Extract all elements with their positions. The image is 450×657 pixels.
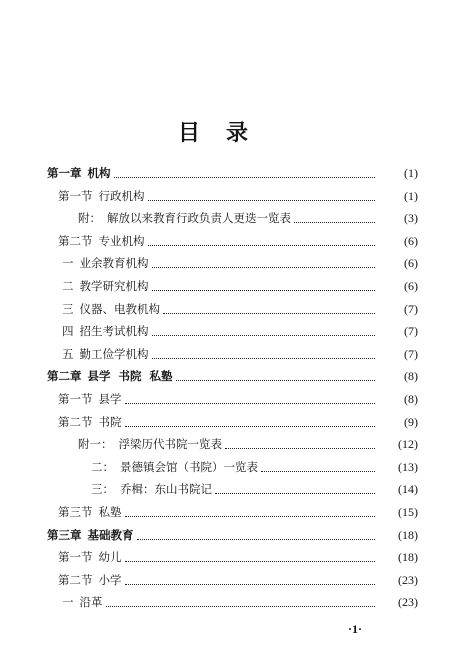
toc-entry-page: (7) — [404, 324, 418, 339]
toc-entry-title: 小学 — [98, 572, 122, 587]
dot-leader — [294, 221, 375, 223]
toc-entry-page: (3) — [404, 211, 418, 226]
toc-entry-page: (7) — [404, 346, 418, 361]
toc-entry-page: (13) — [398, 459, 418, 474]
toc-entry — [47, 163, 418, 183]
toc-entry-title: 幼儿 — [98, 550, 122, 565]
toc-entry-title: 沿革 — [79, 595, 103, 610]
toc-entry-page: (14) — [398, 482, 418, 497]
toc-entry-number: 附一： — [78, 437, 113, 452]
toc-entry-number: 第一节 — [58, 550, 93, 565]
toc-entry-number: 第二节 — [58, 233, 93, 248]
toc-entry-number: 第三章 — [47, 527, 82, 542]
toc-entry-number: 第一节 — [58, 392, 93, 406]
toc-entry-page: (7) — [404, 301, 418, 316]
toc-entry-title: 勤工俭学机构 — [79, 346, 149, 361]
page-number: ·1· — [348, 622, 363, 636]
toc-entry-title: 业余教育机构 — [79, 256, 149, 271]
toc-entry-number: 附： — [78, 211, 101, 226]
toc-entry-page: (6) — [404, 256, 418, 271]
toc-entry-title: 教学研究机构 — [79, 279, 149, 293]
toc-entry-number: 一 — [62, 595, 74, 610]
dot-leader — [152, 334, 376, 336]
toc-entry-page: (12) — [398, 437, 418, 452]
toc-entry-page: (18) — [398, 550, 418, 565]
toc-entry-page: (1) — [404, 188, 418, 203]
toc-entry-number: 五 — [62, 346, 74, 361]
toc-entry-page: (8) — [404, 392, 418, 406]
toc-entry — [58, 231, 418, 251]
title-char-1: 目 — [178, 120, 201, 146]
toc-entry-number: 三 — [62, 301, 74, 316]
dot-leader — [152, 289, 376, 291]
dot-leader — [106, 605, 376, 607]
dot-leader — [261, 470, 375, 472]
toc-entry-number: 四 — [62, 324, 74, 339]
toc-entry-title: 基础教育 — [87, 527, 134, 542]
dot-leader — [225, 447, 375, 449]
toc-entry-number: 第一节 — [58, 188, 93, 203]
toc-entry-title: 私塾 — [98, 505, 122, 519]
toc-entry-title: 县学 — [98, 392, 122, 406]
toc-entry — [62, 592, 418, 612]
dot-leader — [137, 538, 376, 540]
toc-entry-number: 第三节 — [58, 505, 93, 519]
toc-entry-title: 招生考试机构 — [79, 324, 149, 339]
toc-entry-page: (18) — [398, 527, 418, 542]
toc-entry-page: (23) — [398, 572, 418, 587]
toc-entry — [62, 276, 418, 296]
toc-entry-title: 景德镇会馆（书院）一览表 — [120, 459, 258, 474]
toc-entry-number: 二 — [62, 279, 74, 293]
toc-entry-number: 第一章 — [47, 166, 82, 180]
toc-entry — [47, 366, 418, 386]
toc-entry — [78, 479, 418, 499]
toc-entry-title: 浮梁历代书院一览表 — [118, 437, 222, 452]
page-title — [0, 118, 450, 148]
dot-leader — [125, 560, 376, 562]
dot-leader — [125, 402, 376, 404]
toc-entry-title: 县学 书院 私塾 — [87, 369, 173, 384]
dot-leader — [215, 492, 375, 494]
toc-entry — [58, 186, 418, 206]
dot-leader — [125, 425, 376, 427]
toc-entry-number: 二： — [91, 459, 114, 474]
dot-leader — [148, 199, 376, 201]
toc-entry — [62, 299, 418, 319]
toc-entry-number: 一 — [62, 256, 74, 271]
toc-entry-page: (8) — [404, 369, 418, 384]
dot-leader — [114, 176, 376, 178]
toc-entry-number: 第二节 — [58, 572, 93, 587]
toc-entry-title: 行政机构 — [98, 188, 145, 203]
toc-entry-title: 解放以来教育行政负责人更迭一览表 — [107, 211, 291, 226]
dot-leader — [163, 312, 375, 314]
toc-entry-page: (6) — [404, 279, 418, 293]
toc-entry-page: (6) — [404, 233, 418, 248]
dot-leader — [152, 357, 376, 359]
toc-entry — [58, 389, 418, 409]
toc-entry-page: (15) — [398, 505, 418, 519]
toc-entry-number: 第二章 — [47, 369, 82, 384]
toc-entry-page: (9) — [404, 414, 418, 429]
dot-leader — [125, 583, 376, 585]
toc-entry-title: 专业机构 — [98, 233, 145, 248]
toc-entry — [62, 321, 418, 341]
toc-entry — [78, 208, 418, 228]
toc-entry — [78, 434, 418, 454]
toc-entry-number: 第二节 — [58, 414, 93, 429]
toc-entry — [62, 253, 418, 273]
dot-leader — [152, 266, 376, 268]
toc-entry-title: 机构 — [87, 166, 111, 180]
toc-entry — [78, 457, 418, 477]
dot-leader — [125, 515, 376, 517]
toc-entry-title: 乔楫：东山书院记 — [120, 482, 212, 497]
toc-entry-page: (1) — [404, 166, 418, 180]
toc-entry — [58, 412, 418, 432]
toc-entry — [58, 547, 418, 567]
toc-entry-title: 仪器、电教机构 — [79, 301, 160, 316]
toc-entry-page: (23) — [398, 595, 418, 610]
title-char-2: 录 — [226, 120, 249, 146]
toc-entry — [62, 344, 418, 364]
toc-entry-number: 三： — [91, 482, 114, 497]
toc-entry — [58, 502, 418, 522]
toc-entry-title: 书院 — [98, 414, 122, 429]
toc-entry — [47, 525, 418, 545]
toc-entry — [58, 570, 418, 590]
dot-leader — [176, 379, 375, 381]
dot-leader — [148, 244, 376, 246]
